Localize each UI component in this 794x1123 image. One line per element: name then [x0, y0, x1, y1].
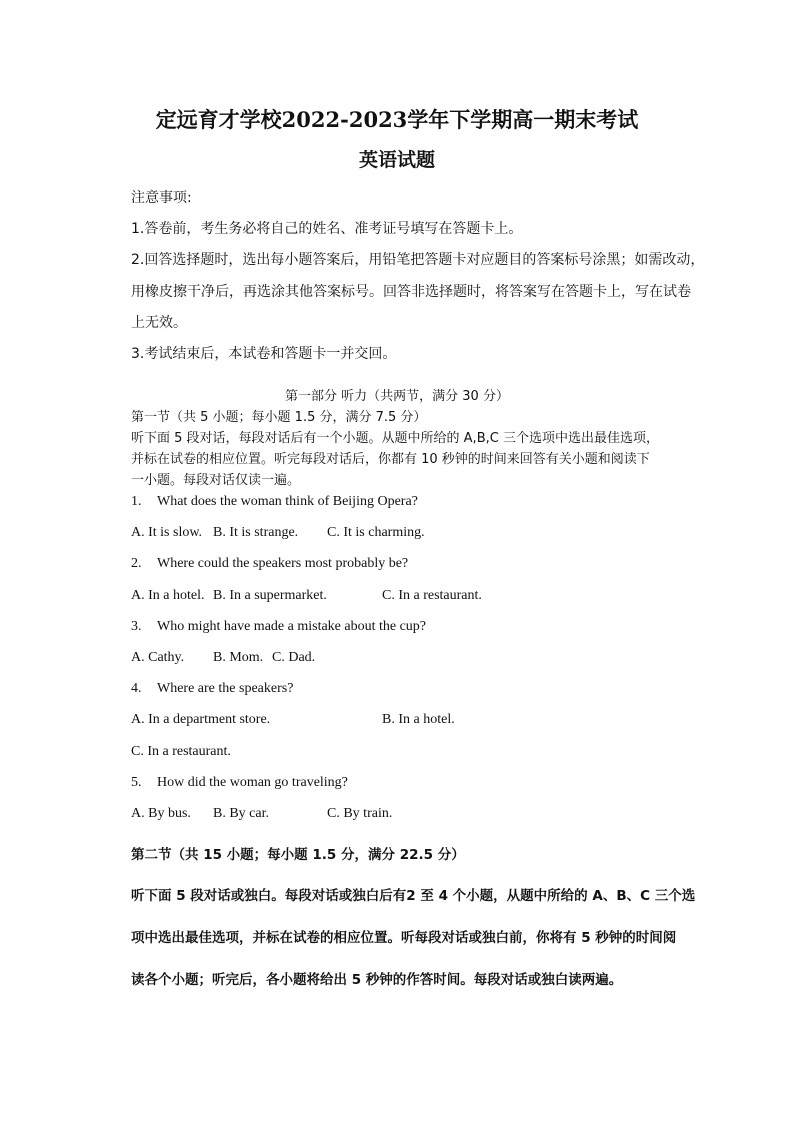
question-2-option-b: B. In a supermarket. — [213, 588, 327, 603]
question-3-option-a: A. Cathy. — [131, 650, 185, 665]
question-text: Where could the speakers most probably be? — [157, 556, 409, 571]
question-4-option-a: A. In a department store. — [131, 712, 271, 727]
question-2-option-a: A. In a hotel. — [131, 588, 205, 603]
question-number: 3. — [131, 619, 142, 634]
section2-instruction-line-3: 读各个小题；听完后，各小题将给出 5 秒钟的作答时间。每段对话或独白读两遍。 — [131, 972, 623, 988]
exam-title: 定远育才学校2022-2023学年下学期高一期末考试 — [155, 107, 639, 132]
section1-instruction-line-2: 并标在试卷的相应位置。听完每段对话后，你都有 10 秒钟的时间来回答有关小题和阅读下 — [131, 452, 650, 467]
question-4-option-c: C. In a restaurant. — [131, 744, 231, 759]
section1-heading: 第一节（共 5 小题；每小题 1.5 分，满分 7.5 分） — [131, 410, 427, 425]
subject-title: 英语试题 — [358, 149, 435, 171]
question-1-option-a: A. It is slow. — [131, 525, 203, 540]
question-5-option-b: B. By car. — [213, 806, 269, 821]
question-5-option-a: A. By bus. — [131, 806, 191, 821]
question-text: What does the woman think of Beijing Opera? — [157, 494, 418, 509]
section2-heading: 第二节（共 15 小题；每小题 1.5 分，满分 22.5 分） — [131, 847, 465, 863]
notice-item-1: 1.答卷前，考生务必将自己的姓名、准考证号填写在答题卡上。 — [131, 221, 523, 237]
question-4-option-b: B. In a hotel. — [382, 712, 455, 727]
notice-heading: 注意事项: — [131, 190, 192, 206]
question-text: Where are the speakers? — [157, 681, 294, 696]
question-1-option-b: B. It is strange. — [213, 525, 299, 540]
question-number: 2. — [131, 556, 142, 571]
question-4 — [131, 681, 293, 697]
notice-item-2-line-2: 用橡皮擦干净后，再选涂其他答案标号。回答非选择题时，将答案写在答题卡上，写在试卷 — [131, 284, 691, 300]
question-3-option-b: B. Mom. — [213, 650, 264, 665]
question-3-option-c: C. Dad. — [272, 650, 316, 665]
section1-instruction-line-3: 一小题。每段对话仅读一遍。 — [131, 473, 301, 488]
section2-instruction-line-2: 项中选出最佳选项，并标在试卷的相应位置。听每段对话或独白前，你将有 5 秒钟的时间阅 — [131, 930, 677, 946]
section2-instruction-line-1: 听下面 5 段对话或独白。每段对话或独白后有2 至 4 个小题，从题中所给的 A、B、C 三个选 — [131, 888, 696, 904]
section1-instruction-line-1: 听下面 5 段对话，每段对话后有一个小题。从题中所给的 A,B,C 三个选项中选出最佳选项， — [131, 431, 659, 446]
part1-heading: 第一部分 听力（共两节，满分 30 分） — [285, 389, 509, 404]
notice-item-2-line-3: 上无效。 — [131, 315, 187, 331]
question-5 — [131, 775, 348, 791]
question-2-option-c: C. In a restaurant. — [382, 588, 482, 603]
question-5-option-c: C. By train. — [327, 806, 393, 821]
question-3 — [131, 619, 426, 635]
notice-item-2-line-1: 2.回答选择题时，选出每小题答案后，用铅笔把答题卡对应题目的答案标号涂黑；如需改动， — [131, 252, 705, 268]
question-number: 4. — [131, 681, 142, 696]
question-text: Who might have made a mistake about the cup? — [157, 619, 427, 634]
notice-item-3: 3.考试结束后，本试卷和答题卡一并交回。 — [131, 346, 397, 362]
question-2 — [131, 556, 408, 572]
question-1-option-c: C. It is charming. — [327, 525, 425, 540]
question-text: How did the woman go traveling? — [157, 775, 348, 790]
question-number: 1. — [131, 494, 142, 509]
question-1 — [131, 494, 418, 510]
question-number: 5. — [131, 775, 142, 790]
